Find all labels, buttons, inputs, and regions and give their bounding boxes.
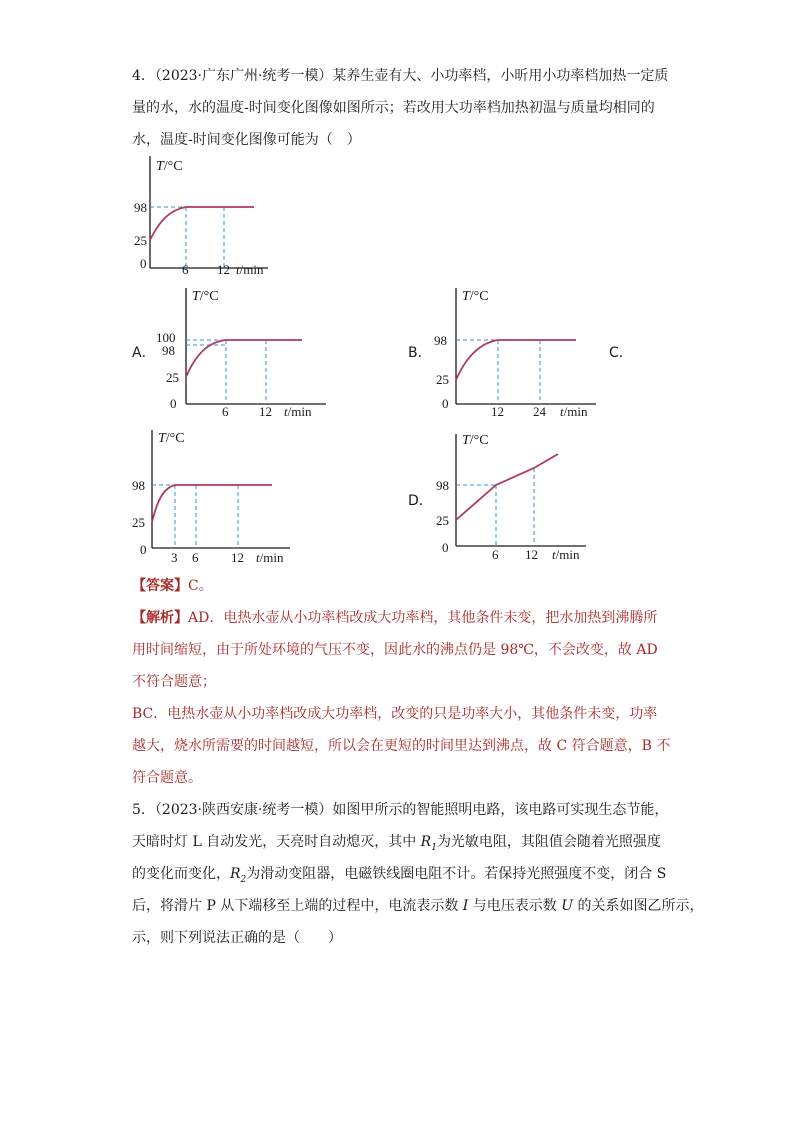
a-ytick-25: 25 [166, 370, 179, 385]
stem-curve [150, 207, 254, 240]
d-xtick-6: 6 [492, 547, 499, 562]
q5-l4-b: 与电压表示数 [472, 898, 557, 914]
a-axes [186, 288, 326, 404]
q5-line-3 [132, 864, 666, 890]
stem-guide-98 [150, 207, 224, 268]
q5-I: I [462, 898, 469, 914]
b-guides [456, 340, 540, 404]
stem-ytick-98: 98 [134, 200, 147, 215]
answer-value: C。 [188, 578, 213, 594]
option-c-chart [122, 424, 312, 570]
analysis-line-4: BC．电热水壶从小功率档改成大功率档，改变的只是功率大小，其他条件未变，功率 [132, 706, 658, 722]
d-xlabel: t/min [552, 547, 580, 562]
q5-line-1: 5．（2023·陕西安康·统考一模）如图甲所示的智能照明电路，该电路可实现生态节能， [132, 802, 669, 818]
q5-line-2 [132, 832, 661, 858]
b-ytick-25: 25 [436, 372, 449, 387]
answer-line [132, 576, 213, 596]
b-ytick-98: 98 [434, 333, 447, 348]
q5-r1-letter: R [420, 834, 432, 850]
q5-U: U [561, 898, 574, 914]
c-guides [152, 485, 238, 548]
d-guides [456, 468, 534, 546]
analysis-line-5: 越大，烧水所需要的时间越短，所以会在更短的时间里达到沸点，故 C 符合题意，B 不 [132, 738, 671, 754]
option-b-label[interactable]: B． [408, 345, 432, 361]
a-xtick-6: 6 [222, 404, 229, 419]
b-axes [456, 288, 596, 404]
q5-l2-b: 为光敏电阻，其阻值会随着光照强度 [436, 834, 661, 850]
d-ytick-98: 98 [436, 478, 449, 493]
q5-r2-sub: 2 [240, 874, 247, 885]
q5-l4-a: 后，将滑片 P 从下端移至上端的过程中，电流表示数 [132, 898, 459, 914]
c-xtick-3: 3 [171, 550, 178, 565]
a-ytick-98: 98 [162, 343, 175, 358]
b-xtick-24: 24 [533, 404, 546, 419]
analysis-line-3: 不符合题意； [132, 674, 216, 690]
a-ylabel: T/°C [192, 289, 219, 304]
a-xlabel: t/min [284, 404, 312, 419]
d-ytick-0: 0 [442, 540, 449, 555]
b-xlabel: t/min [560, 404, 588, 419]
q5-r2 [230, 866, 247, 885]
a-curve [186, 340, 302, 377]
stem-xtick-6: 6 [182, 262, 189, 277]
q5-r2-letter: R [230, 866, 241, 882]
q5-r1-sub: 1 [431, 842, 437, 853]
option-d-chart [426, 428, 616, 568]
q5-l2-a: 天暗时灯 L 自动发光，天亮时自动熄灭，其中 [132, 834, 417, 850]
q4-line-2: 量的水，水的温度-时间变化图像如图所示；若改用大功率档加热初温与质量均相同的 [132, 100, 655, 116]
option-d-label[interactable]: D． [408, 493, 433, 509]
q5-l3-b: 的变化而变化， [132, 866, 230, 882]
q5-l3-c: 为滑动变阻器，电磁铁线圈电阻不计。若保持光照强度不变，闭合 S [246, 866, 667, 882]
b-curve [456, 340, 576, 380]
stem-xtick-12: 12 [217, 262, 230, 277]
q5-l4-c: 的关系如图乙所示， [577, 898, 704, 914]
q4-line-1: 4．（2023·广东广州·统考一模）某养生壶有大、小功率档，小昕用小功率档加热一定质 [132, 68, 669, 84]
a-ytick-100: 100 [156, 330, 176, 345]
q5-line-5: 示，则下列说法正确的是（ ） [132, 930, 342, 946]
d-axes [456, 434, 586, 546]
answer-label: 【答案】 [132, 578, 188, 594]
analysis-line-6: 符合题意。 [132, 770, 202, 786]
b-ytick-0: 0 [442, 396, 449, 411]
q5-r1 [420, 834, 437, 853]
c-ytick-98: 98 [132, 478, 145, 493]
c-xtick-6: 6 [192, 550, 199, 565]
a-ytick-0: 0 [170, 396, 177, 411]
q5-line-4 [132, 896, 703, 916]
c-axes [152, 430, 290, 548]
d-xtick-12: 12 [525, 547, 538, 562]
d-curve [456, 454, 558, 520]
stem-ytick-25: 25 [134, 233, 147, 248]
c-ytick-25: 25 [132, 515, 145, 530]
option-b-chart [424, 282, 614, 422]
c-ylabel: T/°C [158, 431, 185, 446]
c-curve [152, 485, 272, 522]
a-xtick-12: 12 [259, 404, 272, 419]
q4-line-3: 水，温度-时间变化图像可能为（ ） [132, 132, 361, 148]
analysis-line-2: 用时间缩短，由于所处环境的气压不变，因此水的沸点仍是 98℃，不会改变，故 AD [132, 642, 658, 658]
analysis-text-1: AD．电热水壶从小功率档改成大功率档，其他条件未变，把水加热到沸腾所 [188, 610, 658, 626]
stem-ylabel: T/°C [156, 159, 183, 174]
stem-chart [118, 150, 288, 280]
b-xtick-12: 12 [491, 404, 504, 419]
option-a-chart [150, 282, 340, 422]
c-xlabel: t/min [256, 550, 284, 565]
c-xtick-12: 12 [231, 550, 244, 565]
d-ytick-25: 25 [436, 513, 449, 528]
c-ytick-0: 0 [140, 542, 147, 557]
option-c-label[interactable]: C． [609, 345, 633, 361]
d-ylabel: T/°C [462, 433, 489, 448]
analysis-line-1 [132, 608, 657, 628]
b-ylabel: T/°C [462, 289, 489, 304]
analysis-label: 【解析】 [132, 610, 188, 626]
stem-ytick-0: 0 [140, 256, 147, 271]
a-guides [186, 340, 266, 404]
option-a-label[interactable]: A． [132, 345, 156, 361]
stem-xlabel: t/min [236, 262, 264, 277]
